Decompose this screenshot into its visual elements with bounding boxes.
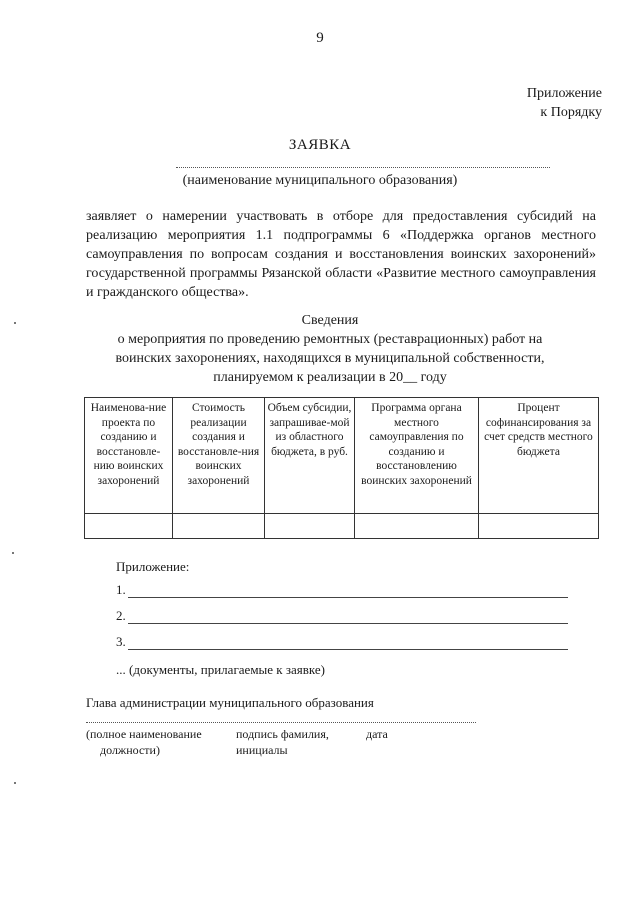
info-heading-line-4: планируемом к реализации в 20__ году: [213, 370, 447, 385]
table-row: [85, 514, 599, 539]
position-caption-line-2: должности): [100, 743, 160, 757]
info-heading: [60, 311, 600, 387]
header-subsidy-amount: Объем субсидии, запрашивае-мой из областного бюджета, в руб.: [265, 398, 355, 514]
municipality-name-line: [176, 167, 550, 168]
scan-speck: [14, 782, 16, 784]
scan-speck: [12, 552, 14, 554]
appendix-label: [527, 84, 602, 122]
info-table: [84, 397, 599, 539]
signature-caption: [236, 726, 329, 758]
appendix-line-1: Приложение: [526, 86, 602, 101]
declaration-text: заявляет о намерении участвовать в отборе для предоставления субсидий на реализацию мероприятия 1.1 подпрограммы 6 «Поддержка органов местного самоуправления по вопросам создания и восстановления воинских захоронений» государственной программы Рязанской области «Развитие местного самоуправления и гражданского общества».: [86, 209, 596, 300]
header-program: Программа органа местного самоуправления по созданию и восстановлению воинских захоронений: [355, 398, 479, 514]
info-heading-line-2: о мероприятия по проведению ремонтных (реставрационных) работ на: [117, 332, 543, 347]
header-cofinancing-percent: Процент софинансирования за счет средств местного бюджета: [479, 398, 599, 514]
table-cell[interactable]: [479, 514, 599, 539]
signature-line[interactable]: [86, 722, 476, 723]
page-number: 9: [316, 30, 324, 46]
signature-caption-line-1: подпись фамилия,: [236, 727, 329, 741]
attachment-item-1-line[interactable]: [128, 597, 568, 598]
table-cell[interactable]: [355, 514, 479, 539]
table-cell[interactable]: [173, 514, 265, 539]
attachment-item-2-line[interactable]: [128, 623, 568, 624]
signature-caption-line-2: инициалы: [236, 743, 288, 757]
scan-speck: [14, 322, 16, 324]
date-caption: дата: [366, 727, 388, 741]
appendix-line-2: к Порядку: [540, 105, 602, 120]
header-project-name: Наименова-ние проекта по созданию и восстановле-нию воинских захоронений: [85, 398, 173, 514]
position-caption: [86, 726, 202, 758]
header-cost: Стоимость реализации создания и восстановле-ния воинских захоронений: [173, 398, 265, 514]
position-caption-line-1: (полное наименование: [86, 727, 202, 741]
attachments-label: Приложение:: [116, 559, 190, 574]
attachments-note: ... (документы, прилагаемые к заявке): [116, 662, 325, 677]
municipality-caption: (наименование муниципального образования): [182, 173, 458, 188]
info-heading-line-3: воинских захоронениях, находящихся в муниципальной собственности,: [115, 351, 545, 366]
attachment-item-2-number: 2.: [116, 608, 126, 623]
info-heading-line-1: Сведения: [301, 313, 359, 328]
signature-head-label: Глава администрации муниципального образования: [86, 695, 374, 710]
table-cell[interactable]: [265, 514, 355, 539]
attachment-item-3-line[interactable]: [128, 649, 568, 650]
attachment-item-3-number: 3.: [116, 634, 126, 649]
table-header-row: [85, 398, 599, 514]
document-title: ЗАЯВКА: [288, 137, 352, 153]
attachment-item-1-number: 1.: [116, 582, 126, 597]
table-cell[interactable]: [85, 514, 173, 539]
